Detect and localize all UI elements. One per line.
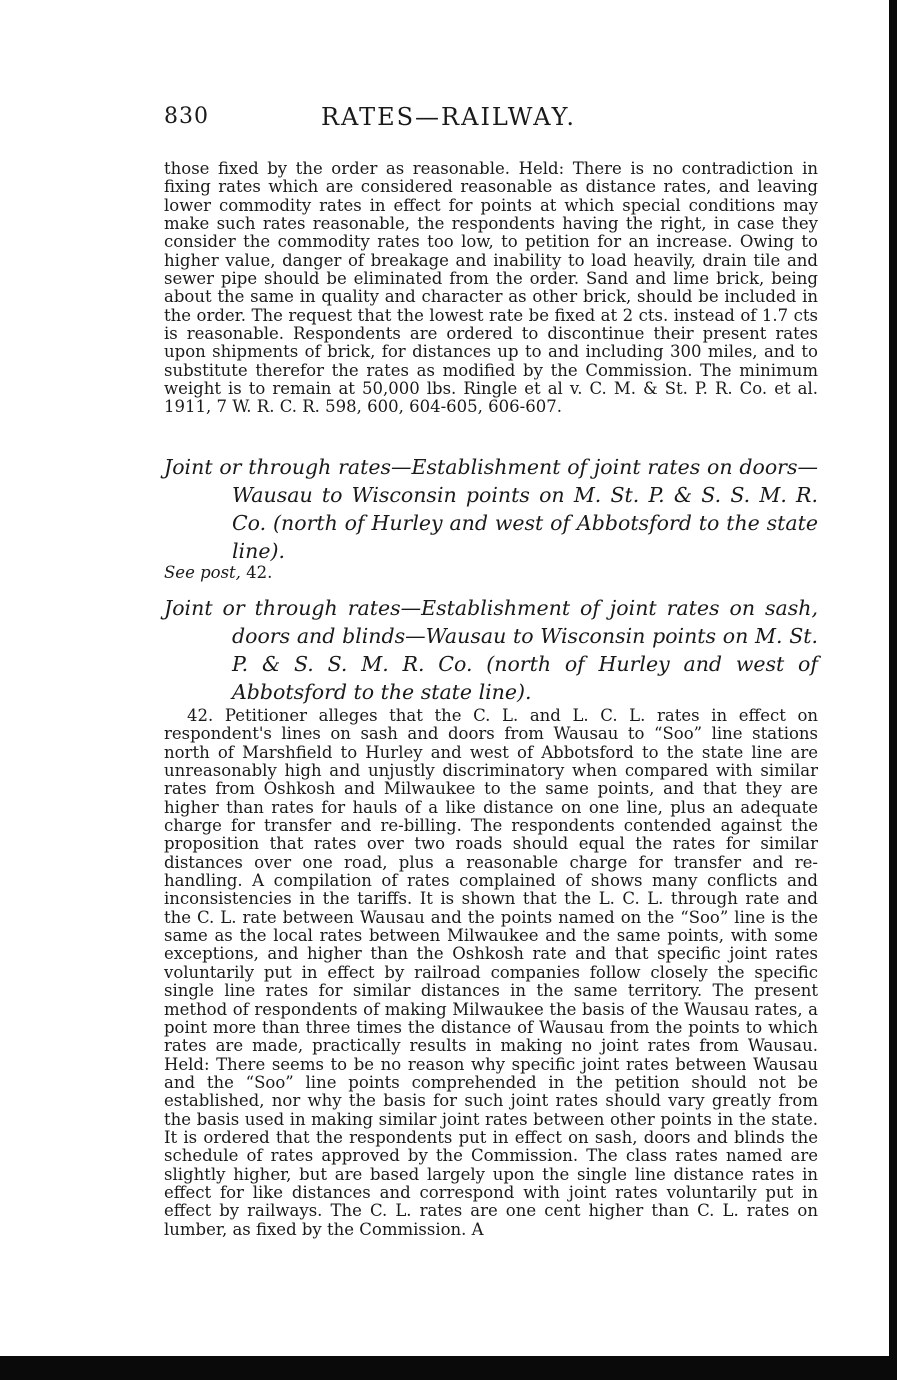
scan-edge-bottom (0, 1356, 897, 1380)
page-number: 830 (164, 104, 209, 129)
running-title: RATES—RAILWAY. (320, 103, 576, 131)
see-post-ref: 42. (246, 563, 273, 582)
section-heading-sash-doors-blinds: Joint or through rates—Establishment of joint rates on sash, doors and blinds—Wausau to Wisconsin points on M. St. P. & S. S. M. R. Co. (north of Hurley and west of Abbotsford to the state line). (164, 596, 818, 704)
cross-reference (164, 563, 272, 582)
section-heading-doors: Joint or through rates—Establishment of joint rates on doors—Wausau to Wisconsin points on M. St. P. & S. S. M. R. Co. (north of Hurley and west of Abbotsford to the state line). (164, 455, 818, 563)
scan-edge-right (889, 0, 897, 1380)
paragraph-42-text: 42. Petitioner alleges that the C. L. and L. C. L. rates in effect on respondent's lines on sash and doors from Wausau to “Soo” line stations north of Marshfield to Hurley and west of Abbotsford to the state line are unreasonably high and unjustly discriminatory when compared with similar rates from Oshkosh and Milwaukee to the same points, and that they are higher than rates for hauls of a like distance on one line, plus an adequate charge for transfer and re-billing. The respondents contended against the proposition that rates over two roads should equal the rates for similar distances over one road, plus a reasonable charge for transfer and re-handling. A compilation of rates complained of shows many conflicts and inconsistencies in the tariffs. It is shown that the L. C. L. through rate and the C. L. rate between Wausau and the points named on the “Soo” line is the same as the local rates between Milwaukee and the same points, with some exceptions, and higher than the Oshkosh rate and that specific joint rates voluntarily put in effect by railroad companies follow closely the specific single line rates for similar distances in the same territory. The present method of respondents of making Milwaukee the basis of the Wausau rates, a point more than three times the distance of Wausau from the points to which rates are made, practically results in making no joint rates from Wausau. Held: There seems to be no reason why specific joint rates between Wausau and the “Soo” line points comprehended in the petition should not be established, nor why the basis for such joint rates should vary greatly from the basis used in making similar joint rates between other points in the state. It is ordered that the respondents put in effect on sash, doors and blinds the schedule of rates approved by the Commission. The class rates named are slightly higher, but are based largely upon the single line distance rates in effect for like distances and correspond with joint rates voluntarily put in effect by railways. The C. L. rates are one cent higher than C. L. rates on lumber, as fixed by the Commission. A (164, 706, 818, 1239)
see-post-label: See post, (164, 563, 241, 582)
continuation-paragraph: those fixed by the order as reasonable. Held: There is no contradiction in fixing rates which are considered reasonable as distance rates, and leaving lower commodity rates in effect for points at which special conditions may make such rates reasonable, the respondents having the right, in case they consider the commodity rates too low, to petition for an increase. Owing to higher value, danger of breakage and inability to load heavily, drain tile and sewer pipe should be eliminated from the order. Sand and lime brick, being about the same in quality and character as other brick, should be included in the order. The request that the lowest rate be fixed at 2 cts. instead of 1.7 cts is reasonable. Respondents are ordered to discontinue their present rates upon shipments of brick, for distances up to and including 300 miles, and to substitute therefor the rates as modified by the Commission. The minimum weight is to remain at 50,000 lbs. Ringle et al v. C. M. & St. P. R. Co. et al. 1911, 7 W. R. C. R. 598, 600, 604-605, 606-607. (164, 159, 818, 417)
paragraph-42 (164, 707, 818, 1239)
